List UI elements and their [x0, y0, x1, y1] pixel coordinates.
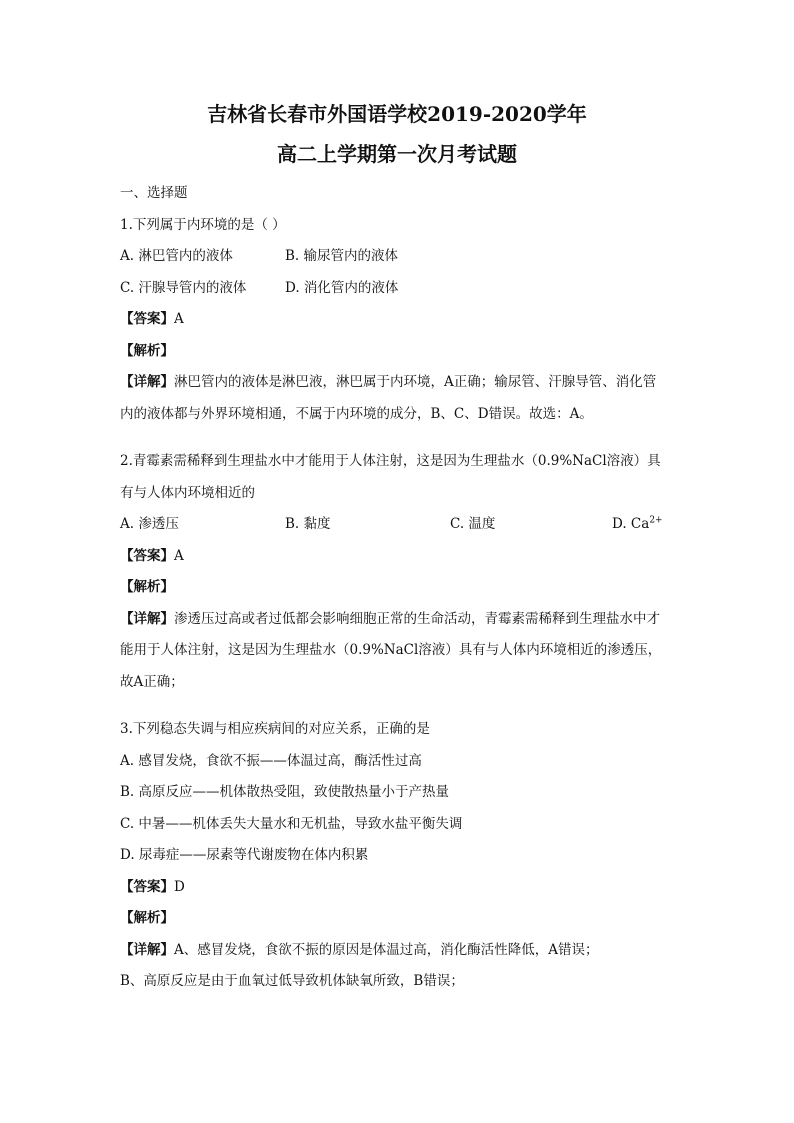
spacer	[120, 698, 674, 714]
question-1-detail-line1	[120, 367, 674, 399]
question-2-option-d-superscript: 2+	[649, 515, 663, 526]
detail-label: 【详解】	[120, 941, 174, 958]
question-1-options-row2	[120, 273, 674, 305]
question-2-answer	[120, 541, 674, 573]
question-2-detail-line2: 能用于人体注射，这是因为生理盐水（0.9%NaCl溶液）具有与人体内环境相近的渗透压，	[120, 642, 662, 658]
question-1-detail-line2: 内的液体都与外界环境相通，不属于内环境的成分，B、C、D错误。故选：A。	[120, 405, 593, 422]
question-2-stem-line1: 2.青霉素需稀释到生理盐水中才能用于人体注射，这是因为生理盐水（0.9%NaCl溶液）具	[120, 453, 661, 469]
question-3-stem: 3.下列稳态失调与相应疾病间的对应关系，正确的是	[120, 721, 430, 737]
question-2-option-d-text: D. Ca	[612, 516, 650, 532]
question-2-option-d	[612, 509, 663, 541]
detail-text: A、感冒发烧，食欲不振的原因是体温过高，消化酶活性降低，A错误；	[174, 941, 599, 958]
question-3-answer	[120, 872, 674, 904]
question-2-detail-line1	[120, 604, 674, 636]
question-1-option-d: D. 消化管内的液体	[285, 279, 399, 296]
question-1-options-row1	[120, 241, 674, 273]
question-3	[120, 714, 674, 998]
detail-text: 淋巴管内的液体是淋巴液，淋巴属于内环境，A正确；输尿管、汗腺导管、消化管	[174, 374, 657, 390]
question-1-option-b: B. 输尿管内的液体	[285, 248, 399, 264]
question-1-stem: 1.下列属于内环境的是（ ）	[120, 216, 286, 233]
answer-value: D	[174, 878, 185, 895]
question-1-option-c: C. 汗腺导管内的液体	[120, 279, 247, 296]
question-3-option-d: D. 尿毒症——尿素等代谢废物在体内积累	[120, 847, 369, 863]
detail-text: 渗透压过高或者过低都会影响细胞正常的生命活动，青霉素需稀释到生理盐水中才	[174, 610, 660, 627]
question-3-option-b: B. 高原反应——机体散热受阻，致使散热量小于产热量	[120, 784, 450, 800]
spacer	[120, 430, 674, 446]
question-1-option-a: A. 淋巴管内的液体	[120, 248, 233, 264]
question-3-detail-line2: B、高原反应是由于血氧过低导致机体缺氧所致，B错误；	[120, 973, 464, 989]
document-title-line2: 高二上学期第一次月考试题	[277, 142, 517, 166]
answer-label: 【答案】	[120, 547, 174, 564]
answer-label: 【答案】	[120, 878, 174, 895]
detail-label: 【详解】	[120, 610, 174, 627]
question-2-option-b: B. 黏度	[285, 516, 331, 532]
question-2-stem-line2: 有与人体内环境相近的	[120, 484, 255, 501]
answer-label: 【答案】	[120, 311, 174, 327]
question-2-option-c: C. 温度	[450, 516, 496, 532]
answer-value: A	[174, 547, 184, 564]
detail-label: 【详解】	[120, 374, 174, 390]
question-1-answer	[120, 304, 674, 336]
question-2	[120, 446, 674, 698]
question-3-option-a: A. 感冒发烧，食欲不振——体温过高，酶活性过高	[120, 752, 422, 769]
question-2-detail-line3: 故A正确；	[120, 673, 184, 690]
question-1-analysis-label: 【解析】	[120, 342, 174, 359]
question-3-detail-line1	[120, 935, 674, 967]
question-1	[120, 210, 674, 431]
document-title-line1: 吉林省长春市外国语学校2019-2020学年	[207, 102, 587, 126]
section-heading: 一、选择题	[120, 185, 188, 201]
question-2-options	[120, 509, 674, 541]
question-3-analysis-label: 【解析】	[120, 910, 174, 926]
question-2-option-a: A. 渗透压	[120, 516, 179, 532]
question-3-option-c: C. 中暑——机体丢失大量水和无机盐，导致水盐平衡失调	[120, 815, 463, 832]
question-2-analysis-label: 【解析】	[120, 579, 174, 595]
answer-value: A	[174, 311, 184, 327]
